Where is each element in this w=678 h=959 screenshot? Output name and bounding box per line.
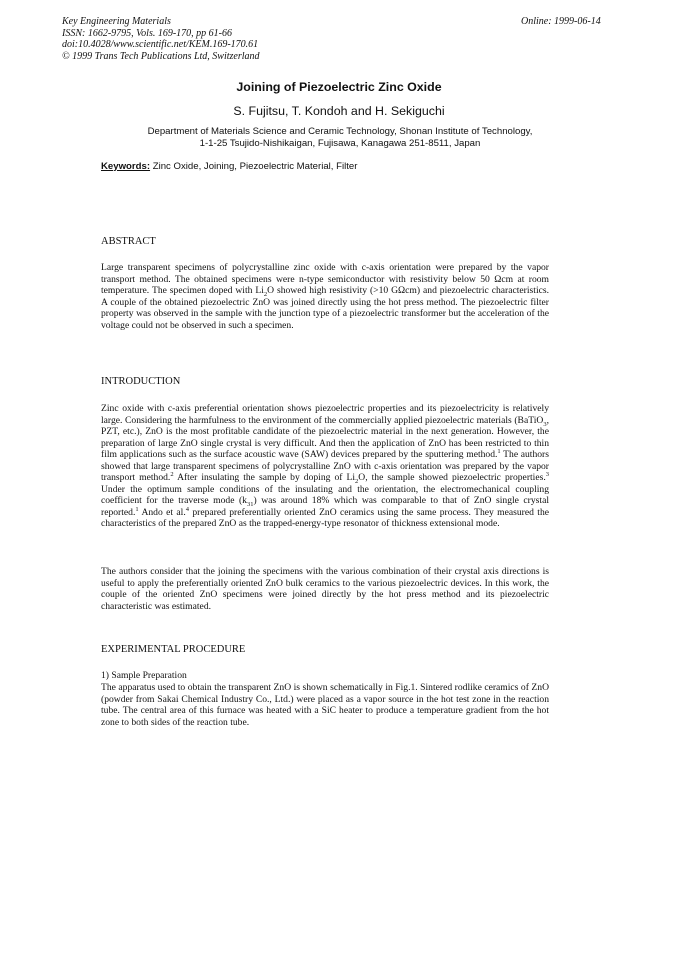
- paper-title: Joining of Piezoelectric Zinc Oxide: [236, 80, 442, 94]
- issn-line: ISSN: 1662-9795, Vols. 169-170, pp 61-66: [62, 27, 232, 39]
- experimental-paragraph: The apparatus used to obtain the transparent ZnO is shown schematically in Fig.1. Sintered rodlike ceramics of ZnO (powder from Sakai Chemical Industry Co., Ltd.) were placed as a vapor source in the hot test zone in the reaction tube. The central area of this furnace was heated with a SiC heater to produce a temperature gradient from the hot zone to both sides of the reaction tube.: [101, 682, 549, 728]
- introduction-paragraph-2: The authors consider that the joining the specimens with the various combination of their crystal axis directions is useful to apply the preferentially oriented ZnO bulk ceramics to the various piezoelectric devices. In this work, the couple of the oriented ZnO specimens were joined directly by the hot press method and its piezoelectric characteristic was estimated.: [101, 566, 549, 612]
- keywords-text: Zinc Oxide, Joining, Piezoelectric Material, Filter: [152, 161, 358, 172]
- introduction-heading: INTRODUCTION: [101, 376, 181, 387]
- doi-line: doi:10.4028/www.scientific.net/KEM.169-170.61: [62, 39, 259, 50]
- affiliation: [70, 126, 610, 150]
- introduction-paragraph-1: Zinc oxide with c-axis preferential orientation shows piezoelectric properties and its piezoelectricity is relatively large. Considering the harmfulness to the environment of the commercially applied piezoelectric materials (BaTiO$_3$, PZT, etc.), ZnO is the most profitable candidate of the piezoelectric material in the next generation. However, the preparation of large ZnO single crystal is very difficult. And then the application of ZnO has been restricted to thin film applications such as the surface acoustic wave (SAW) devices prepared by the sputtering method.$^1$ The authors showed that large transparent specimens of polycrystalline ZnO with c-axis orientation was prepared by the vapor transport method.$^2$ After insulating the sample by doping of $Li_2O$, the sample showed piezoelectric properties.$^3$ Under the optimum sample conditions of the insulating and the orientation, the electromechanical coupling coefficient for the traverse mode $(k_{31})$ was around 18% which was comparable to that of ZnO single crystal reported.$^1$ Ando et al.$^4$ prepared preferentially oriented ZnO ceramics using the same process. They measured the characteristics of the prepared ZnO as the trapped-energy-type resonator of thickness extensional mode.: [101, 403, 549, 529]
- copyright-line: © 1999 Trans Tech Publications Ltd, Switzerland: [62, 50, 260, 62]
- journal-name: Key Engineering Materials: [62, 16, 171, 27]
- experimental-heading: EXPERIMENTAL PROCEDURE: [101, 644, 246, 655]
- keywords: [101, 161, 357, 172]
- abstract-heading: ABSTRACT: [101, 236, 156, 247]
- online-date: Online: 1999-06-14: [521, 16, 601, 27]
- paper-authors: S. Fujitsu, T. Kondoh and H. Sekiguchi: [233, 104, 445, 118]
- abstract-paragraph: Large transparent specimens of polycrystalline zinc oxide with c-axis orientation were prepared by the vapor transport method. The obtained specimens were n-type semiconductor with resistivity below 50 Ωcm at room temperature. The specimen doped with $Li_2O$ showed high resistivity (>10 GΩcm) and piezoelectric characteristics. A couple of the obtained piezoelectric ZnO was joined directly using the hot press method. The piezoelectric filter property was observed in the sample with the junction type of a piezoelectric transformer but the acceleration of the voltage could not be observed in such a specimen.: [101, 262, 549, 331]
- affiliation-line-1: Department of Materials Science and Ceramic Technology, Shonan Institute of Technology,: [147, 126, 533, 137]
- sample-preparation-subheading: 1) Sample Preparation: [101, 670, 187, 681]
- keywords-label: Keywords:: [101, 161, 151, 172]
- affiliation-line-2: 1-1-25 Tsujido-Nishikaigan, Fujisawa, Kanagawa 251-8511, Japan: [199, 138, 481, 149]
- journal-metadata: [62, 16, 260, 62]
